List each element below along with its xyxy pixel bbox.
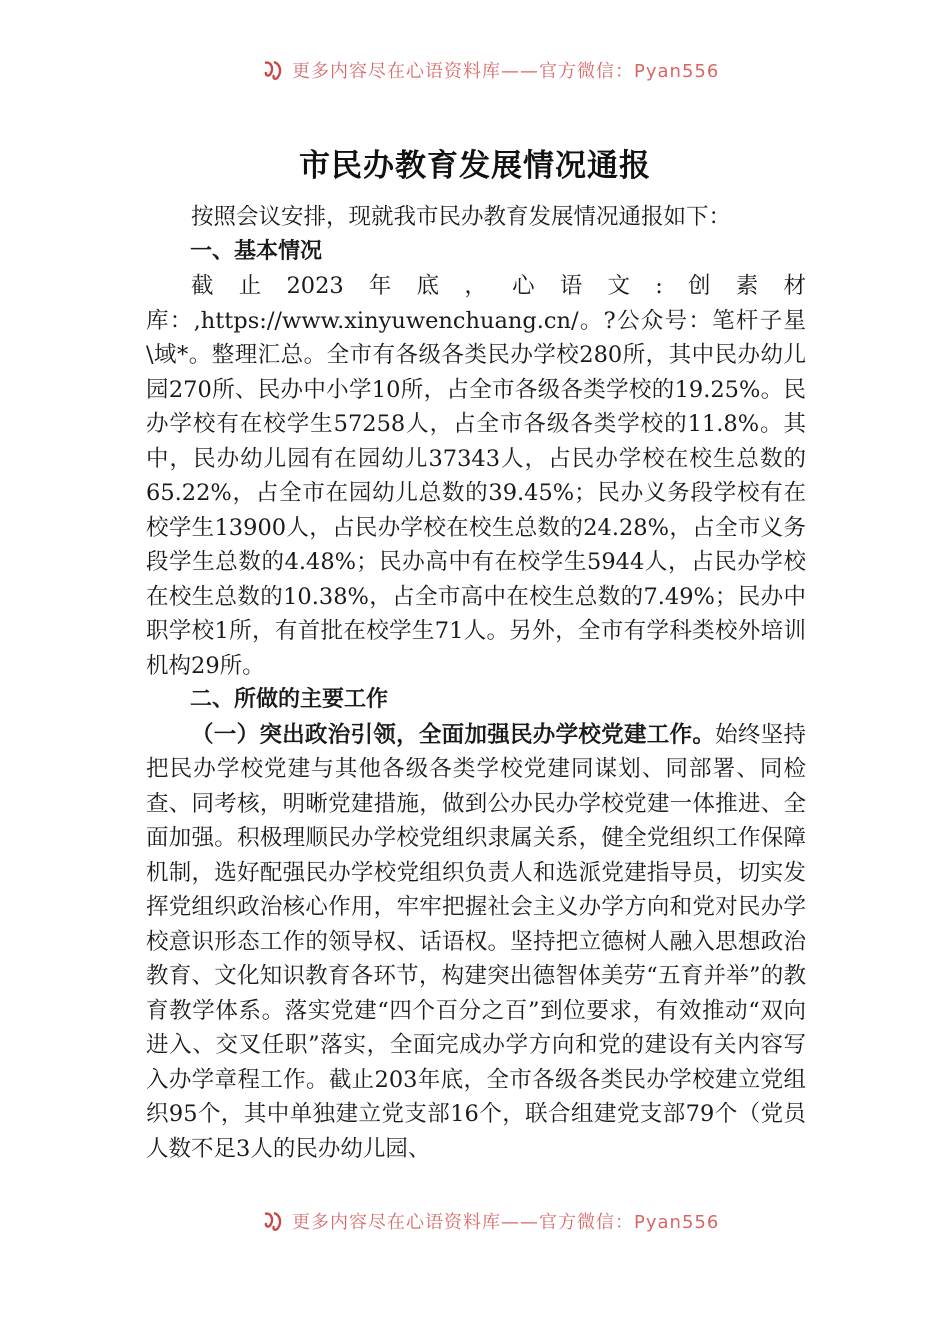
subsection-text: 始终坚持把民办学校党建与其他各级各类学校党建同谋划、同部署、同检查、同考核，明晰党建措施，做到公办民办学校党建一体推进、全面加强。积极理顺民办学校党组织隶属关系，健全党组织工作保障机制，选好配强民办学校党组织负责人和选派党建指导员，切实发挥党组织政治核心作用，牢牢把握社会主义办学方向和党对民办学校意识形态工作的领导权、话语权。坚持把立德树人融入思想政治教育、文化知识教育各环节，构建突出德智体美劳“五育并举”的教育教学体系。落实党建“四个百分之百”到位要求，有效推动“双向进入、交叉任职”落实，全面完成办学方向和党的建设有关内容写入办学章程工作。截止203年底，全市各级各类民办学校建立党组织95个，其中单独建立党支部16个，联合组建党支部79个（党员人数不足3人的民办幼儿园、 [146, 721, 806, 1162]
watermark-footer [262, 1206, 782, 1236]
brand-logo-icon [262, 1210, 288, 1232]
section-heading-basic: 一、基本情况 [190, 238, 323, 264]
watermark-text: 更多内容尽在心语资料库——官方微信：Pyan556 [292, 1212, 720, 1233]
section-paragraph-work [146, 718, 806, 1167]
section-heading-work: 二、所做的主要工作 [190, 687, 389, 712]
intro-paragraph: 按照会议安排，现就我市民办教育发展情况通报如下： [191, 204, 732, 230]
document-body [146, 200, 806, 1166]
brand-logo-icon [262, 59, 288, 81]
watermark-header [262, 55, 782, 85]
document-title: 市民办教育发展情况通报 [299, 148, 651, 184]
watermark-text: 更多内容尽在心语资料库——官方微信：Pyan556 [292, 61, 720, 82]
section-paragraph-basic: 截止2023年底，心语文:创素材库：,https://www.xinyuwenchuang.cn/。?公众号：笔杆子星\域*。整理汇总。全市有各级各类民办学校280所，其中民办幼儿园270所、民办中小学10所，占全市各级各类学校的19.25%。民办学校有在校学生57258人，占全市各级各类学校的11.8%。其中，民办幼儿园有在园幼儿37343人，占民办学校在校生总数的65.22%，占全市在园幼儿总数的39.45%；民办义务段学校有在校学生13900人，占民办学校在校生总数的24.28%，占全市义务段学生总数的4.48%；民办高中有在校学生5944人，占民办学校在校生总数的10.38%，占全市高中在校生总数的7.49%；民办中职学校1所，有首批在校学生71人。另外，全市有学科类校外培训机构29所。 [146, 273, 806, 679]
subsection-heading: （一）突出政治引领，全面加强民办学校党建工作。 [191, 721, 716, 748]
